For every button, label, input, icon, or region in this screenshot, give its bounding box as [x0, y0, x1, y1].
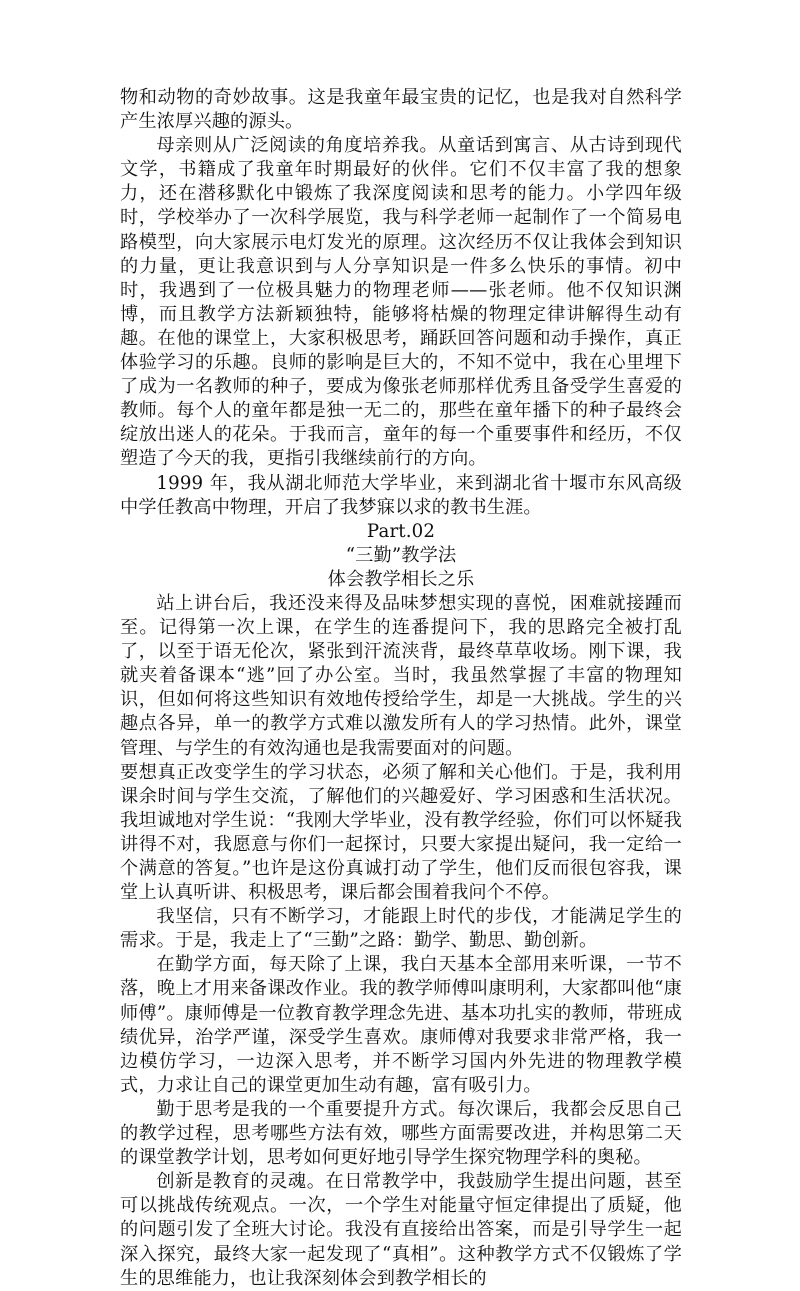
- paragraph-three-diligence: 我坚信，只有不断学习，才能跟上时代的步伐，才能满足学生的需求。于是，我走上了“三勤”之路：勤学、勤思、勤创新。: [120, 906, 682, 952]
- section-part-label: Part.02: [366, 520, 436, 542]
- section-subtitle: 体会教学相长之乐: [327, 568, 475, 590]
- paragraph-childhood-memory: 物和动物的奇妙故事。这是我童年最宝贵的记忆，也是我对自然科学产生浓厚兴趣的源头。: [120, 87, 682, 133]
- paragraph-know-students: 要想真正改变学生的学习状态，必须了解和关心他们。于是，我利用课余时间与学生交流，了解他们的兴趣爱好、学习困惑和生活状况。我坦诚地对学生说：“我刚大学毕业，没有教学经验，你们可以怀疑我讲得不对，我愿意与你们一起探讨，只要大家提出疑问，我一定给一个满意的答复。”也许是这份真诚打动了学生，他们反而很包容我，课堂上认真听讲、积极思考，课后都会围着我问个不停。: [120, 761, 682, 904]
- paragraph-first-class: 站上讲台后，我还没来得及品味梦想实现的喜悦，困难就接踵而至。记得第一次上课，在学生的连番提问下，我的思路完全被打乱了，以至于语无伦次，紧张到汗流浃背，最终草草收场。刚下课，我就夹着备课本“逃”回了办公室。当时，我虽然掌握了丰富的物理知识，但如何将这些知识有效地传授给学生，却是一大挑战。学生的兴趣点各异，单一的教学方式难以激发所有人的学习热情。此外，课堂管理、与学生的有效沟通也是我需要面对的问题。: [120, 592, 682, 759]
- paragraph-mother-reading: 母亲则从广泛阅读的角度培养我。从童话到寓言、从古诗到现代文学，书籍成了我童年时期最好的伙伴。它们不仅丰富了我的想象力，还在潜移默化中锻炼了我深度阅读和思考的能力。小学四年级时，学校举办了一次科学展览，我与科学老师一起制作了一个简易电路模型，向大家展示电灯发光的原理。这次经历不仅让我体会到知识的力量，更让我意识到与人分享知识是一件多么快乐的事情。初中时，我遇到了一位极具魅力的物理老师——张老师。他不仅知识渊博，而且教学方法新颖独特，能够将枯燥的物理定律讲解得生动有趣。在他的课堂上，大家积极思考，踊跃回答问题和动手操作，真正体验学习的乐趣。良师的影响是巨大的，不知不觉中，我在心里埋下了成为一名教师的种子，要成为像张老师那样优秀且备受学生喜爱的教师。每个人的童年都是独一无二的，那些在童年播下的种子最终会绽放出迷人的花朵。于我而言，童年的每一个重要事件和经历，不仅塑造了今天的我，更指引我继续前行的方向。: [120, 135, 682, 470]
- paragraph-graduation: 1999 年，我从湖北师范大学毕业，来到湖北省十堰市东风高级中学任教高中物理，开启了我梦寐以求的教书生涯。: [120, 472, 682, 518]
- paragraph-diligent-study: 在勤学方面，每天除了上课，我白天基本全部用来听课，一节不落，晚上才用来备课改作业。我的教学师傅叫康明利，大家都叫他“康师傅”。康师傅是一位教育教学理念先进、基本功扎实的教师，带班成绩优异，治学严谨，深受学生喜欢。康师傅对我要求非常严格，我一边模仿学习，一边深入思考，并不断学习国内外先进的物理教学模式，力求让自己的课堂更加生动有趣，富有吸引力。: [120, 954, 682, 1096]
- document-page: [120, 86, 682, 1291]
- paragraph-diligent-thinking: 勤于思考是我的一个重要提升方式。每次课后，我都会反思自己的教学过程，思考哪些方法有效，哪些方面需要改进，并构思第二天的课堂教学计划，思考如何更好地引导学生探究物理学科的奥秘。: [120, 1098, 682, 1169]
- paragraph-innovation: 创新是教育的灵魂。在日常教学中，我鼓励学生提出问题，甚至可以挑战传统观点。一次，一个学生对能量守恒定律提出了质疑，他的问题引发了全班大讨论。我没有直接给出答案，而是引导学生一起深入探究，最终大家一起发现了“真相”。这种教学方式不仅锻炼了学生的思维能力，也让我深刻体会到教学相长的: [120, 1171, 682, 1289]
- section-title: “三勤”教学法: [345, 544, 457, 566]
